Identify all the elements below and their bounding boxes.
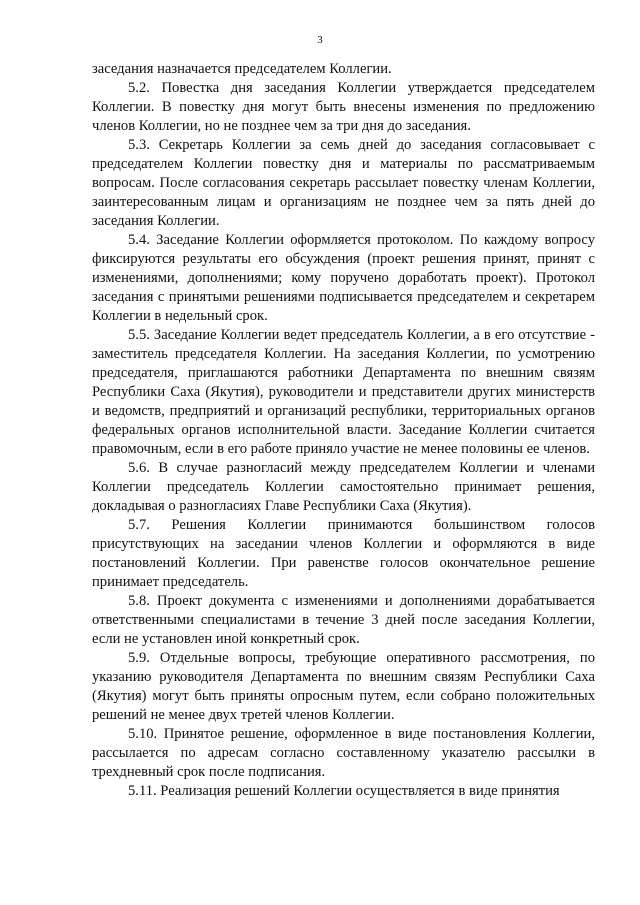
paragraph-5-7: 5.7. Решения Коллегии принимаются большинством голосов присутствующих на заседании членов Коллегии и оформляются в виде постановлений Коллегии. При равенстве голосов окончательное решение принимает председатель. xyxy=(92,517,595,590)
paragraph-continuation: заседания назначается председателем Коллегии. xyxy=(92,61,392,77)
page-number: 3 xyxy=(317,34,323,46)
paragraph-5-10: 5.10. Принятое решение, оформленное в виде постановления Коллегии, рассылается по адресам согласно составленному указателю рассылки в трехдневный срок после подписания. xyxy=(92,726,595,780)
paragraph-5-6: 5.6. В случае разногласий между председателем Коллегии и членами Коллегии председатель Коллегии самостоятельно принимает решения, докладывая о разногласиях Главе Республики Саха (Якутия). xyxy=(92,460,595,514)
paragraph-5-9: 5.9. Отдельные вопросы, требующие оперативного рассмотрения, по указанию руководителя Департамента по внешним связям Республики Саха (Якутия) могут быть приняты опросным путем, если собрано положительных решений не менее двух третей членов Коллегии. xyxy=(92,650,595,723)
paragraph-5-2: 5.2. Повестка дня заседания Коллегии утверждается председателем Коллегии. В повестку дня могут быть внесены изменения по предложению членов Коллегии, но не позднее чем за три дня до заседания. xyxy=(92,80,595,134)
document-body xyxy=(92,60,595,801)
paragraph-5-11: 5.11. Реализация решений Коллегии осуществляется в виде принятия xyxy=(128,783,560,799)
paragraph-5-4: 5.4. Заседание Коллегии оформляется протоколом. По каждому вопросу фиксируются результаты его обсуждения (проект решения принят, принят с изменениями, дополнениями; кому поручено доработать проект). Протокол заседания с принятыми решениями подписывается председателем и секретарем Коллегии в недельный срок. xyxy=(92,232,595,324)
paragraph-5-8: 5.8. Проект документа с изменениями и дополнениями дорабатывается ответственными специалистами в течение 3 дней после заседания Коллегии, если не установлен иной конкретный срок. xyxy=(92,593,595,647)
paragraph-5-5: 5.5. Заседание Коллегии ведет председатель Коллегии, а в его отсутствие - заместитель председателя Коллегии. На заседания Коллегии, по усмотрению председателя, приглашаются работники Департамента по внешним связям Республики Саха (Якутия), руководители и представители других министерств и ведомств, предприятий и организаций республики, территориальных органов федеральных органов исполнительной власти. Заседание Коллегии считается правомочным, если в его работе приняло участие не менее половины ее членов. xyxy=(92,327,595,457)
paragraph-5-3: 5.3. Секретарь Коллегии за семь дней до заседания согласовывает с председателем Коллегии повестку дня и материалы по рассматриваемым вопросам. После согласования секретарь рассылает повестку членам Коллегии, заинтересованным лицам и организациям не позднее чем за пять дней до заседания Коллегии. xyxy=(92,137,595,229)
